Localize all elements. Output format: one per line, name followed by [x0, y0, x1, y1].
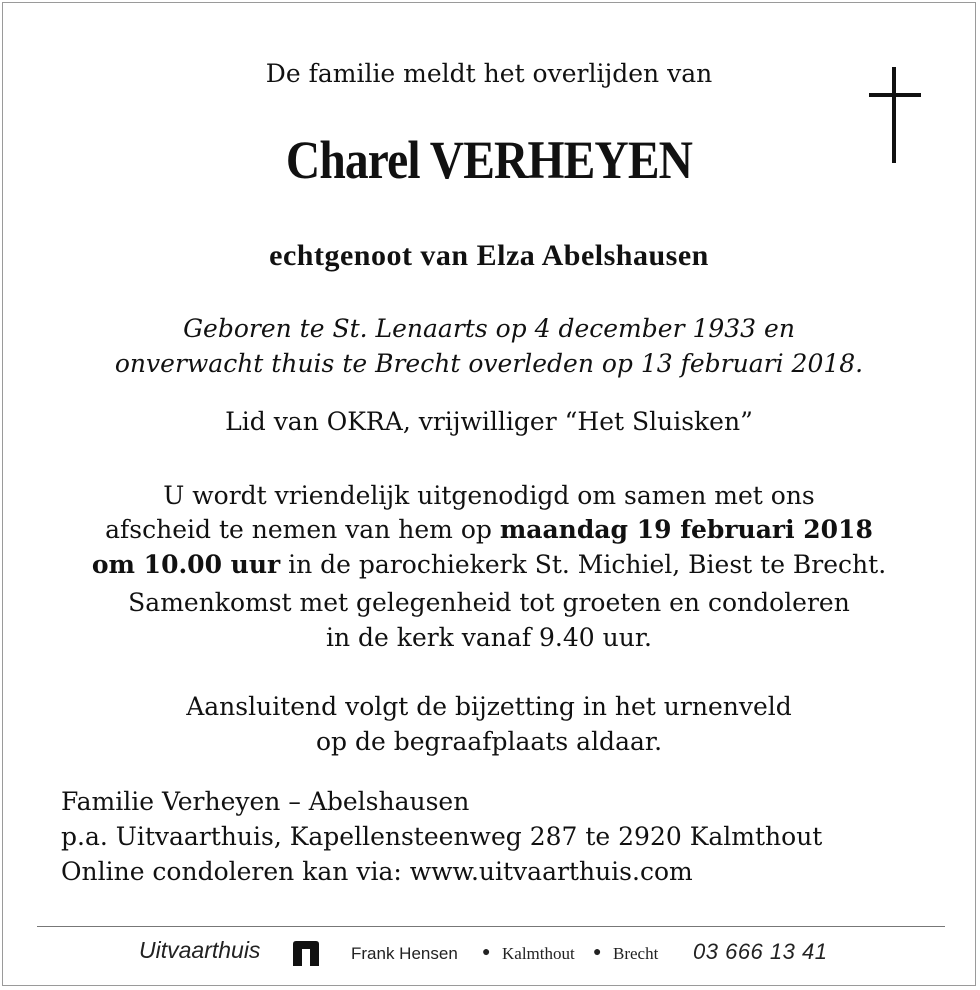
funeral-director: Frank Hensen [351, 944, 458, 963]
invitation-line-2-text: afscheid te nemen van hem op [105, 515, 500, 544]
invitation-line-2 [3, 515, 975, 544]
funeral-home-brand: Uitvaarthuis [139, 937, 261, 963]
burial-line-1: Aansluitend volgt de bijzetting in het urnenveld [186, 692, 792, 721]
contact-address: p.a. Uitvaarthuis, Kapellensteenweg 287 te 2920 Kalmthout [61, 822, 823, 851]
invitation-line-4: Samenkomst met gelegenheid tot groeten en condoleren [128, 588, 850, 617]
phone-number[interactable]: 03 666 13 41 [693, 939, 828, 964]
invitation-line-5: in de kerk vanaf 9.40 uur. [326, 623, 652, 652]
birth-line: Geboren te St. Lenaarts op 4 december 1933 en [183, 314, 795, 343]
deceased-name: Charel VERHEYEN [285, 130, 693, 190]
invitation-line-1: U wordt vriendelijk uitgenodigd om samen met ons [163, 481, 815, 510]
membership-line: Lid van OKRA, vrijwilliger “Het Sluisken” [225, 407, 753, 436]
footer-divider [37, 926, 945, 927]
separator-dot: ● [482, 943, 491, 959]
footer [3, 937, 975, 971]
family-signature: Familie Verheyen – Abelshausen [61, 787, 470, 816]
online-condolence-link[interactable]: Online condoleren kan via: www.uitvaarthuis.com [61, 857, 693, 886]
obituary-card [2, 2, 976, 986]
location-kalmthout: Kalmthout [502, 944, 575, 963]
ceremony-location: in de parochiekerk St. Michiel, Biest te Brecht. [280, 550, 887, 579]
invitation-line-3 [3, 550, 975, 579]
funeral-home-logo-icon [291, 940, 321, 966]
burial-line-2: op de begraafplaats aldaar. [315, 727, 663, 756]
ceremony-time: om 10.00 uur [91, 550, 281, 579]
ceremony-date: maandag 19 februari 2018 [499, 515, 873, 544]
intro-text: De familie meldt het overlijden van [265, 59, 713, 88]
location-brecht: Brecht [613, 944, 659, 963]
separator-dot: ● [593, 943, 602, 959]
spouse-line: echtgenoot van Elza Abelshausen [269, 239, 709, 272]
death-line: onverwacht thuis te Brecht overleden op 13 februari 2018. [114, 349, 864, 378]
